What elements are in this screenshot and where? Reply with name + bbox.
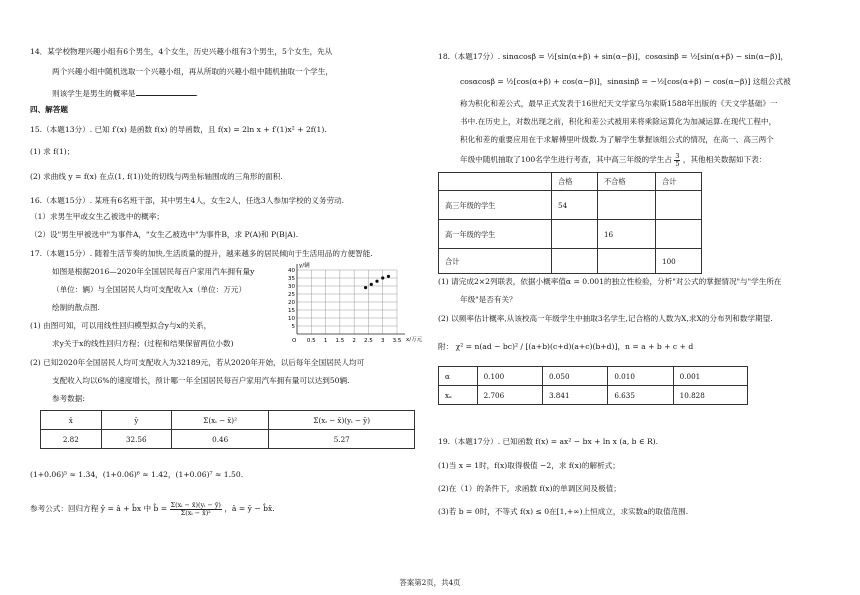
y-tick-label: 40 — [288, 268, 295, 274]
table-header-cell: 合计 — [656, 173, 702, 191]
table-header-cell: 合格 — [552, 173, 598, 191]
q14-line1: 14．某学校物理兴趣小组有6个男生，4个女生，历史兴趣小组有3个男生，5个女生，先从 — [30, 47, 333, 56]
q14-line3: 则该学生是男生的概率是 . — [52, 89, 198, 98]
table-cell: 高三年级的学生 — [439, 191, 552, 220]
q17-powers: (1+0.06)⁵ ≈ 1.34，(1+0.06)⁶ ≈ 1.42，(1+0.06)⁷ ≈ 1.50. — [30, 470, 244, 479]
q18-part2: (2) 以频率估计概率,从该校高一年级学生中抽取3名学生,记合格的人数为X,求X的分布列和数学期望. — [438, 314, 773, 323]
formula-denominator: Σ(xᵢ − x̄)² — [180, 508, 211, 517]
scatter-plot — [272, 262, 422, 350]
q18-line3: 称为积化和差公式，最早正式发表于16世纪天文学家乌尔索斯1588年出版的《天文学基础》一 — [460, 99, 778, 108]
q18-critical-table — [438, 366, 748, 405]
formula-fraction — [170, 502, 222, 516]
y-tick-label: 30 — [288, 284, 295, 290]
q15-line1: 15.（本题13分）. 已知 f′(x) 是函数 f(x) 的导函数，且 f(x) = 2ln x + f′(1)x² + 2f(1). — [30, 125, 327, 134]
table-cell: 3.841 — [542, 386, 607, 405]
q18-fraction-denominator: 5 — [675, 159, 680, 168]
table-cell: 2.82 — [41, 430, 102, 449]
table-cell: 16 — [597, 220, 655, 249]
x-tick-label: 0.5 — [306, 338, 316, 344]
q17-line5: (1) 由图可知，可以用线性回归模型拟合y与x的关系， — [30, 321, 212, 330]
table-row — [439, 220, 702, 249]
table-header-row — [439, 173, 702, 191]
table-cell — [597, 249, 655, 274]
table-cell: 高一年级的学生 — [439, 220, 552, 249]
x-tick-label: 2.5 — [364, 338, 373, 344]
table-header-cell: 不合格 — [597, 173, 655, 191]
table-cell — [656, 191, 702, 220]
q18-line1: 18.（本题17分）. sinαcosβ = ½[sin(α+β) + sin(α−β)]，cosαsinβ = ½[sin(α+β) − sin(α−β)]， — [438, 52, 789, 61]
q16-line1: 16.（本题15分）. 某班有6名班干部，其中男生4人，女生2人，任选3人参加学校的义务劳动. — [30, 196, 345, 205]
table-cell: 54 — [552, 191, 598, 220]
table-row — [439, 367, 748, 386]
x-tick-label: 1 — [323, 338, 328, 344]
table-header-cell: ȳ — [101, 411, 171, 430]
q18-fraction — [674, 153, 680, 167]
table-cell: 100 — [656, 249, 702, 274]
table-row — [41, 430, 415, 449]
table-header-cell: x̄ — [41, 411, 102, 430]
x-tick-label: 2 — [352, 338, 356, 344]
q18-chi-formula — [438, 342, 693, 351]
table-cell: 合计 — [439, 249, 552, 274]
table-cell: 0.001 — [673, 367, 747, 386]
q18-line2: cosαcosβ = ½[cos(α+β) + cos(α−β)]，sinαsinβ = −½[cos(α+β) − cos(α−β)] 这组公式被 — [460, 77, 791, 86]
q15-line3: (2) 求曲线 y = f(x) 在点(1, f(1))处的切线与两坐标轴围成的三角形的面积. — [30, 172, 283, 181]
q18-line6-tail: ，其他相关数据如下表： — [682, 155, 767, 165]
q16-line3: （2）设"男生甲被选中"为事件A，"女生乙被选中"为事件B，求 P(A)和 P(B|A). — [30, 230, 299, 239]
q18-fraction-numerator: 3 — [675, 152, 680, 160]
q17-line4: 绘制的散点图. — [52, 303, 100, 312]
x-axis-label: x/万元 — [406, 337, 422, 343]
q19-line4: (3)若 b = 0时，不等式 f(x) ≤ 0在[1,+∞)上恒成立，求实数a的取值范围. — [438, 507, 689, 516]
table-cell: 5.27 — [269, 430, 415, 449]
y-tick-label: 20 — [288, 300, 295, 306]
y-tick-label: 10 — [288, 316, 295, 322]
q17-line8: 支配收入均以6%的速度增长，预计哪一年全国居民每百户家用汽车拥有量可以达到50辆. — [52, 376, 350, 385]
table-cell: xₐ — [439, 386, 478, 405]
q18-line6-text: 年级中随机抽取了100名学生进行考查，其中高三年级的学生占 — [460, 155, 672, 165]
table-row — [439, 249, 702, 274]
formula-label: 参考公式：回归方程 ŷ = â + b̂x 中 — [30, 504, 152, 514]
y-axis-label: y/辆 — [299, 263, 310, 269]
q17-data-table — [40, 410, 415, 449]
data-point — [381, 276, 384, 279]
q17-line6: 求y关于x的线性回归方程；(过程和结果保留两位小数) — [52, 339, 234, 348]
data-point — [364, 286, 367, 289]
table-cell: 6.635 — [608, 386, 673, 405]
data-point — [370, 283, 373, 286]
formula-b-hat: b̂ = — [153, 504, 170, 514]
table-cell: 0.46 — [171, 430, 269, 449]
table-header-row — [41, 411, 415, 430]
q17-line7: (2) 已知2020年全国居民人均可支配收入为32189元，若从2020年开始，以后每年全国居民人均可 — [30, 358, 365, 367]
page-footer: 答案第2页，共4页 — [399, 578, 461, 587]
q18-line5: 积化和差的重要应用在于求解傅里叶级数.为了解学生掌握该组公式的情况，在高一、高三两个 — [460, 135, 774, 144]
table-cell: α — [439, 367, 478, 386]
formula-numerator: Σ(xᵢ − x̄)(yᵢ − ȳ) — [170, 501, 221, 509]
q18-part1-b: 年级"是否有关？ — [460, 295, 517, 304]
table-cell: 10.828 — [673, 386, 747, 405]
x-tick-label: 3 — [380, 338, 385, 344]
table-header-cell: Σ(xᵢ − x̄)(yᵢ − ȳ) — [269, 411, 415, 430]
table-row — [439, 191, 702, 220]
table-cell — [552, 220, 598, 249]
section-heading: 四、解答题 — [30, 105, 68, 114]
table-cell — [656, 220, 702, 249]
q18-part1-a: (1) 请完成2×2列联表，依据小概率值α = 0.001的独立性检验，分析"对公式的掌握情况"与"学生所在 — [438, 277, 782, 286]
x-tick-label: 3.5 — [392, 338, 402, 344]
data-point — [387, 275, 390, 278]
q14-answer-blank — [136, 87, 196, 96]
q19-line3: (2)在（1）的条件下，求函数 f(x)的单调区间及极值； — [438, 484, 621, 493]
table-cell: 0.050 — [542, 367, 607, 386]
q17-line1: 17.（本题15分）. 随着生活节奏的加快,生活质量的提升，越来越多的居民倾向于生活用品的方便智能. — [30, 249, 373, 258]
table-header-cell — [439, 173, 552, 191]
y-tick-label: 25 — [288, 292, 295, 298]
table-cell — [597, 191, 655, 220]
q18-contingency-table — [438, 172, 702, 274]
y-tick-label: 15 — [288, 308, 295, 314]
chi-formula-text: χ² = n(ad − bc)² / [(a+b)(c+d)(a+c)(b+d)]，n = a + b + c + d — [455, 342, 694, 351]
table-header-cell: Σ(xᵢ − x̄)² — [171, 411, 269, 430]
table-cell: 0.100 — [477, 367, 542, 386]
table-cell — [552, 249, 598, 274]
q17-formula — [30, 502, 275, 516]
table-row — [439, 386, 748, 405]
table-cell: 0.010 — [608, 367, 673, 386]
q17-line3: （单位：辆）与全国居民人均可支配收入x（单位：万元） — [52, 285, 247, 294]
x-tick-label: O — [292, 338, 297, 344]
q19-line1: 19.（本题17分）. 已知函数 f(x) = ax² − bx + ln x (a, b ∈ R). — [438, 437, 659, 446]
data-point — [375, 280, 378, 283]
q19-line2: (1)当 x = 1时，f(x)取得极值 −2，求 f(x)的解析式； — [438, 461, 620, 470]
q18-line6 — [438, 153, 766, 167]
y-tick-label: 35 — [288, 276, 295, 282]
q16-line2: （1）求男生甲或女生乙被选中的概率； — [30, 212, 164, 221]
table-cell: 32.56 — [101, 430, 171, 449]
q18-line4: 书中.在历史上，对数出现之前，积化和差公式被用来将乘除运算化为加减运算.在现代工程中， — [460, 117, 777, 126]
chi-label: 附： — [438, 342, 454, 351]
table-cell: 2.706 — [477, 386, 542, 405]
x-tick-label: 1.5 — [335, 338, 345, 344]
q17-ref-label: 参考数据: — [52, 394, 85, 403]
q17-line2: 如图是根据2016—2020年全国居民每百户家用汽车拥有量y — [52, 267, 255, 276]
q14-line3-text: 则该学生是男生的概率是 — [52, 89, 136, 98]
q14-line2: 两个兴趣小组中随机选取一个兴趣小组，再从所取的兴趣小组中随机抽取一个学生， — [52, 67, 333, 76]
q15-line2: (1) 求 f(1)； — [30, 147, 75, 156]
formula-tail: ，â = ȳ − b̂x̄. — [224, 504, 275, 514]
y-tick-label: 5 — [291, 324, 295, 330]
